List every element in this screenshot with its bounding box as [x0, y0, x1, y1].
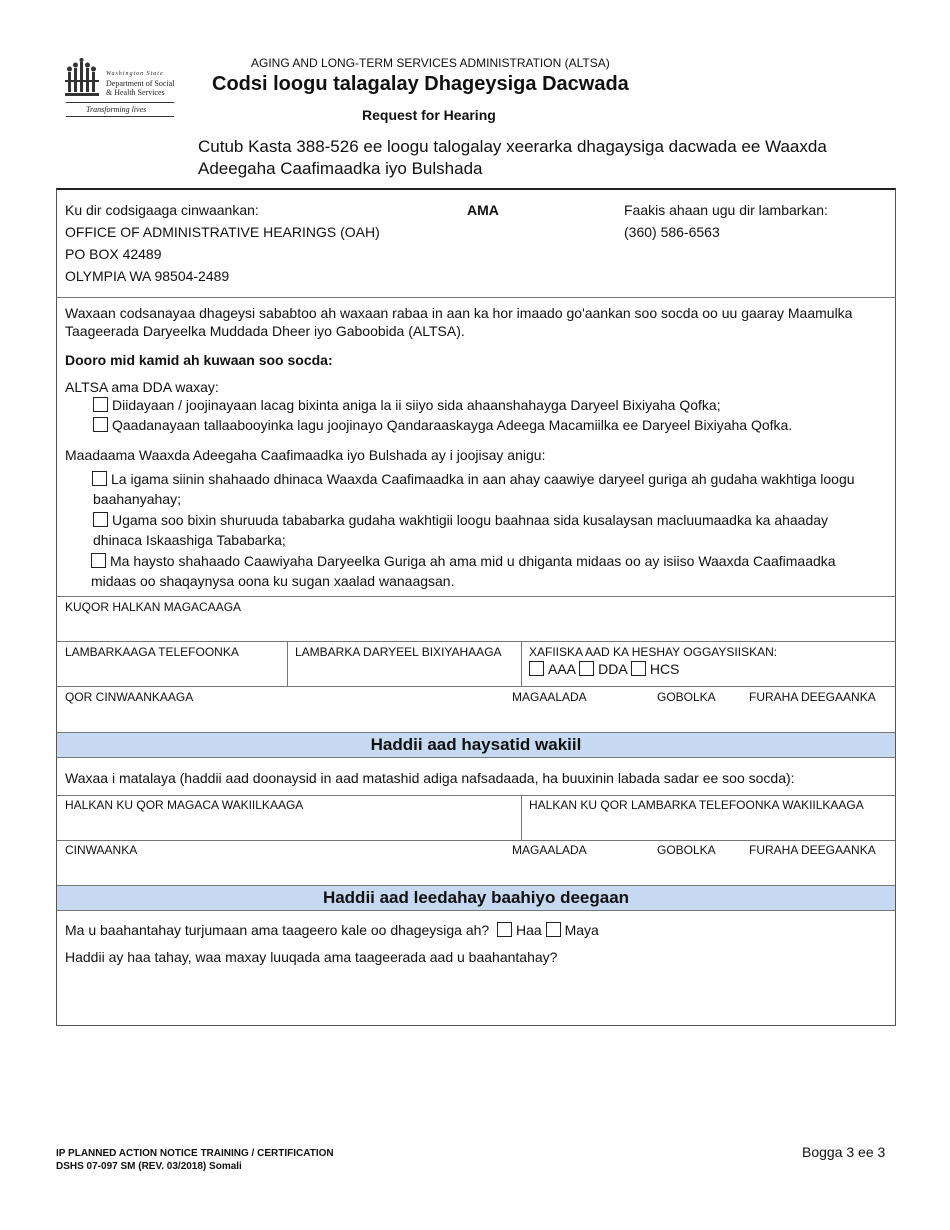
dshs-logo	[64, 58, 176, 120]
state-label: GOBOLKA	[657, 690, 716, 704]
divider	[57, 297, 895, 298]
divider	[57, 596, 895, 597]
address-field[interactable]	[57, 704, 895, 732]
divider	[287, 641, 288, 687]
office-hcs-label: HCS	[649, 661, 680, 677]
checkbox[interactable]	[91, 553, 106, 568]
intro-text: Cutub Kasta 388-526 ee loogu talogalay xeerarka dhagaysiga dacwada ee Waaxda Adeegaha Caafimaadka iyo Bulshada	[198, 137, 827, 178]
footer-form-title: IP PLANNED ACTION NOTICE TRAINING / CERTIFICATION	[56, 1148, 334, 1159]
interpreter-question: Ma u baahantahay turjumaan ama taageero kale oo dhageysiga ah?	[65, 922, 490, 938]
language-question: Haddii ay haa tahay, waa maxay luuqada ama taageerada aad u baahantahay?	[65, 949, 558, 965]
divider	[57, 686, 895, 687]
fax-label: Faakis ahaan ugu dir lambarkan:	[624, 202, 828, 218]
phone-label: LAMBARKAAGA TELEFOONKA	[65, 645, 239, 659]
full-name-label: KUQOR HALKAN MAGACAAGA	[65, 600, 242, 614]
checkbox[interactable]	[529, 661, 544, 676]
rep-city-label: MAGAALADA	[512, 843, 587, 857]
dshs-label: Maadaama Waaxda Adeegaha Caafimaadka iyo Bulshada ay i joojisay anigu:	[65, 447, 546, 463]
logo-wordmark	[106, 70, 174, 97]
rep-phone-label: HALKAN KU QOR LAMBARKA TELEFOONKA WAKIILKAAGA	[529, 798, 864, 812]
altsa-option-1[interactable]	[93, 396, 721, 414]
dshs-option-3-label: Ma haysto shahaado Caawiyaha Daryeelka Guriga ah ama mid u dhiganta midaas oo ay isiiso Waaxda Caafimaadka midaas oo shaqaynysa oona ku sugan xaalad wanaagsan.	[91, 553, 836, 589]
logo-divider-bottom	[66, 116, 174, 117]
footer-form-number: DSHS 07-097 SM (REV. 03/2018) Somali	[56, 1161, 242, 1172]
checkbox[interactable]	[93, 397, 108, 412]
dshs-option-1-label: La igama siinin shahaado dhinaca Waaxda Caafimaadka in aan ahay caawiye daryeel guriga ah gudaha wakhtiga loogu baahanyahay;	[93, 471, 855, 507]
altsa-label: ALTSA ama DDA waxay:	[65, 379, 219, 395]
altsa-option-1-label: Diidayaan / joojinayaan lacag bixinta aniga la ii siiyo sida ahaanshahayga Daryeel Bixiyaha Qofka;	[112, 397, 721, 413]
checkbox-no[interactable]	[546, 922, 561, 937]
logo-tagline: Transforming lives	[86, 105, 147, 114]
rep-address-label: CINWAANKA	[65, 843, 138, 857]
hearing-request-form	[56, 188, 896, 1026]
checkbox[interactable]	[631, 661, 646, 676]
rep-zip-label: FURAHA DEEGAANKA	[749, 843, 876, 857]
divider	[57, 795, 895, 796]
provider-number-label: LAMBARKA DARYEEL BIXIYAHAAGA	[295, 645, 502, 659]
oah-po-box: PO BOX 42489	[65, 246, 162, 262]
full-name-field[interactable]	[57, 614, 895, 640]
dshs-option-3[interactable]	[91, 551, 871, 591]
checkbox[interactable]	[579, 661, 594, 676]
divider	[57, 641, 895, 642]
office-label: XAFIISKA AAD KA HESHAY OGGAYSIISKAN:	[529, 645, 778, 659]
city-label: MAGAALADA	[512, 690, 587, 704]
address-label: QOR CINWAANKAAGA	[65, 690, 194, 704]
office-hcs[interactable]	[631, 661, 680, 677]
language-field[interactable]	[61, 972, 891, 1020]
dshs-option-2[interactable]	[93, 510, 873, 550]
representative-instruction: Waxaa i matalaya (haddii aad doonaysid in aad matashid adiga nafsadaada, ha buuxinin labada sadar ee soo socda):	[65, 770, 795, 786]
checkbox[interactable]	[93, 512, 108, 527]
divider	[521, 641, 522, 687]
divider	[57, 840, 895, 841]
altsa-option-2-label: Qaadanayaan tallaabooyinka lagu joojinayo Qandaraaskayga Adeega Macamiilka ee Daryeel Bixiyaha Qofka.	[112, 417, 793, 433]
request-statement: Waxaan codsanayaa dhageysi sababtoo ah waxaan rabaa in aan ka hor imaado go'aankan soo socda oo uu gaaray Maamulka Taageerada Daryeelka Muddada Dheer iyo Gaboobida (ALTSA).	[65, 305, 853, 339]
page-subtitle: Request for Hearing	[362, 107, 496, 123]
or-label: AMA	[467, 202, 499, 218]
office-aaa[interactable]	[529, 661, 575, 677]
oah-name: OFFICE OF ADMINISTRATIVE HEARINGS (OAH)	[65, 224, 380, 240]
divider	[521, 795, 522, 840]
agency-name: AGING AND LONG-TERM SERVICES ADMINISTRATION (ALTSA)	[251, 56, 610, 70]
checkbox[interactable]	[92, 471, 107, 486]
zip-label: FURAHA DEEGAANKA	[749, 690, 876, 704]
oah-city: OLYMPIA WA 98504-2489	[65, 268, 230, 284]
choose-instruction: Dooro mid kamid ah kuwaan soo socda:	[65, 352, 333, 368]
rep-address-field[interactable]	[57, 857, 895, 885]
rep-state-label: GOBOLKA	[657, 843, 716, 857]
office-options	[529, 658, 679, 680]
fax-number: (360) 586-6563	[624, 224, 720, 240]
page-title: Codsi loogu talagalay Dhageysiga Dacwada	[212, 73, 629, 95]
altsa-option-2[interactable]	[93, 416, 792, 434]
rep-name-label: HALKAN KU QOR MAGACA WAKIILKAAGA	[65, 798, 304, 812]
yes-label: Haa	[515, 922, 542, 938]
logo-divider	[66, 102, 174, 103]
interpreter-question-row	[65, 919, 599, 941]
page-number: Bogga 3 ee 3	[802, 1144, 886, 1160]
office-aaa-label: AAA	[548, 661, 576, 677]
dshs-option-2-label: Ugama soo bixin shuruuda tababarka gudaha wakhtigii loogu baahnaa sida kusalaysan macluumaadka ka ahaaday dhinaca Iskaashiga Tababarka;	[93, 512, 829, 548]
dshs-option-1[interactable]	[93, 469, 893, 509]
special-needs-heading: Haddii aad leedahay baahiyo deegaan	[57, 885, 895, 911]
send-label: Ku dir codsigaaga cinwaankan:	[65, 202, 259, 218]
dshs-emblem-icon	[64, 58, 104, 100]
checkbox-yes[interactable]	[497, 922, 512, 937]
checkbox[interactable]	[93, 417, 108, 432]
logo-line1: Department of Social	[106, 79, 175, 88]
no-label: Maya	[564, 922, 599, 938]
office-dda-label: DDA	[598, 661, 627, 677]
logo-line2: & Health Services	[106, 88, 165, 97]
representative-heading: Haddii aad haysatid wakiil	[57, 732, 895, 758]
office-dda[interactable]	[579, 661, 627, 677]
logo-small: Washington State	[106, 71, 164, 77]
